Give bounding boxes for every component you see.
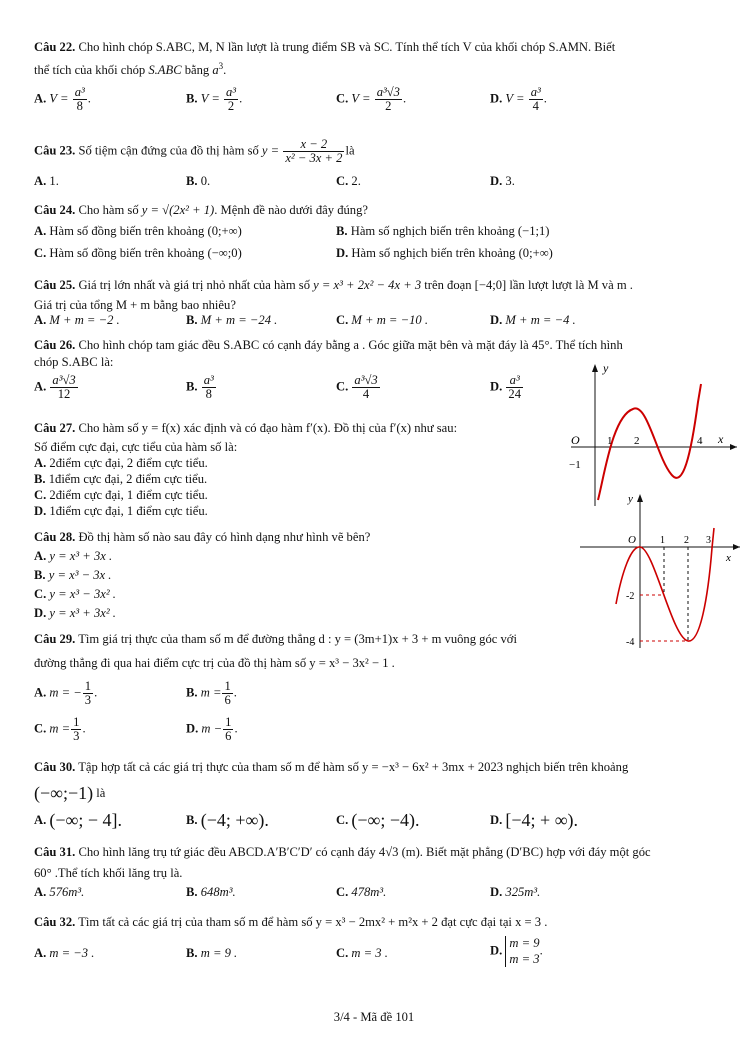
option-text: (−∞; − 4]. [49,810,123,830]
option-label: C. [336,813,349,827]
frac-num: 1 [224,679,231,693]
frac-num: 1 [225,715,232,729]
option-label: A. [34,91,47,106]
option-text: y = x³ − 3x . [48,568,112,582]
option-interval: (−1;1) [517,224,550,238]
option-label: A. [34,224,47,238]
q22-number: Câu 22. [34,40,76,54]
q25-stem [34,278,633,293]
frac-num: a³ [203,373,214,387]
q23-option-b[interactable] [186,174,210,189]
q23-stem [34,138,355,165]
q26-number: Câu 26. [34,338,76,352]
frac-num: 1 [84,679,92,693]
graph2-y-label: y [628,493,633,505]
q22-text2c: bằng [181,63,213,77]
q24-number: Câu 24. [34,203,76,217]
q23-option-d[interactable] [490,174,515,189]
frac-den: 6 [225,729,232,744]
option-lhs: m − [201,721,223,736]
option-text: 648m³. [200,885,236,899]
option-label: D. [490,91,503,106]
option-label: C. [336,91,349,106]
q22-option-d[interactable]: D. V = $\frac{\text{a³}}{4}$ . [490,85,547,114]
option-text: [−4; + ∞). [505,810,579,830]
q24-option-b[interactable] [336,224,550,239]
q32-option-d[interactable] [490,936,543,967]
q28-option-b[interactable] [34,568,111,583]
option-label: B. [336,224,348,238]
graph1-origin: O [571,433,580,447]
option-lhs: V = [505,91,525,106]
q25-text3: lần lượt lượt là M và m . [509,278,633,292]
q25-option-a[interactable] [34,313,120,328]
x-axis-arrow [733,544,740,550]
option-label: A. [34,813,47,827]
q25-option-b[interactable] [186,313,277,328]
q32-option-c[interactable] [336,946,388,961]
q25-line2: Giá trị của tổng M + m bằng bao nhiêu? [34,298,236,312]
graph1-tick-neg1: −1 [569,459,581,471]
q24-option-a[interactable] [34,224,242,239]
graph2-tick-1: 1 [660,535,665,546]
frac-den: 8 [205,387,212,402]
q26-option-a[interactable] [34,374,79,401]
option-label: D. [490,885,503,899]
option-label: A. [34,946,47,960]
q29-text: Tìm giá trị thực của tham số m để đường thẳng d : y = (3m+1)x + 3 + m vuông góc với [78,632,517,646]
option-label: A. [34,885,47,899]
q25-interval: [−4;0] [474,278,507,292]
q22-stem [34,40,615,55]
graph2-tick-3: 3 [706,535,711,546]
cubic-graph [576,488,744,650]
q24-option-c[interactable] [34,246,242,261]
q26-option-c[interactable] [336,374,381,401]
q25-number: Câu 25. [34,278,76,292]
option-text: Hàm số đồng biến trên khoảng [49,246,205,260]
option-text: m = 9 . [200,946,238,960]
option-text: 2điểm cực đại, 1 điểm cực tiểu. [49,488,208,502]
q22-stem-line2: thể tích của khối chóp S.ABC bằng $a^3$. [34,61,227,77]
option-text: M + m = −4 . [505,313,576,327]
q25-option-c[interactable] [336,313,428,328]
q22-text2a: thể tích của khối chóp [34,63,149,77]
option-lhs: m = [49,721,71,736]
q30-option-a[interactable] [34,810,122,831]
y-axis-arrow [592,364,598,372]
option-label: B. [186,685,198,700]
option-label: B. [186,174,198,188]
option-text: m = −3 . [49,946,95,960]
frac-den: 3 [73,729,80,744]
graph1-tick-1: 1 [607,435,613,447]
q29-line2: đường thẳng đi qua hai điểm cực trị của đồ thị hàm số y = x³ − 3x² − 1 . [34,656,395,670]
option-label: B. [186,313,198,327]
q24-text: Cho hàm số [78,203,139,217]
q24-func: y = √(2x² + 1) [141,203,215,217]
option-label: C. [336,379,349,394]
option-label: D. [490,813,503,827]
option-label: C. [336,885,349,899]
frac-den: 4 [532,99,539,114]
option-interval: (−∞;0) [207,246,242,260]
option-label: C. [34,587,47,601]
page-footer: 3/4 - Mã đề 101 [333,1010,415,1024]
option-text: 3. [505,174,515,188]
option-label: C. [336,174,349,188]
q30-line2 [34,783,105,804]
option-interval: (0;+∞) [207,224,242,238]
option-label: C. [34,246,47,260]
q27-option-c[interactable] [34,488,208,503]
q32-text: Tìm tất cả các giá trị của tham số m để hàm số y = x³ − 2mx² + m²x + 2 đạt cực đại tại x = 3 . [78,915,548,929]
frac-num: a³√3 [52,373,76,387]
frac-den: x² − 3x + 2 [285,151,343,166]
frac-num: a³ [74,85,85,99]
q30-option-d[interactable] [490,810,578,831]
q25-text: Giá trị lớn nhất và giá trị nhỏ nhất của hàm số [78,278,310,292]
q32-option-a[interactable] [34,946,94,961]
system-bracket [505,936,539,967]
q30-option-c[interactable] [336,810,420,831]
option-label: A. [34,174,47,188]
q23-option-a[interactable] [34,174,59,189]
q27-text: Cho hàm số y = f(x) xác định và có đạo hàm f′(x). Đồ thị của f′(x) như sau: [78,421,458,435]
option-text: M + m = −10 . [351,313,428,327]
option-label: B. [186,379,198,394]
option-label: A. [34,313,47,327]
option-text: 325m³. [505,885,541,899]
option-text: 2điểm cực đại, 2 điểm cực tiểu. [49,456,208,470]
option-lhs: m = − [49,685,82,700]
q31-text: Cho hình lăng trụ tứ giác đều ABCD.A′B′C′D′ có cạnh đáy 4√3 (m). Biết mặt phẳng (D′BC) hợp với đáy một góc [78,845,651,859]
option-label: D. [336,246,349,260]
frac-den: 12 [57,387,71,402]
q23-option-c[interactable] [336,174,361,189]
option-text: 576m³. [49,885,85,899]
option-lhs: V = [351,91,371,106]
q29-option-b[interactable]: B. m = $\frac{1}{6}$ . [186,679,237,708]
option-label: B. [186,885,198,899]
option-text: Hàm số nghịch biến trên khoảng [350,224,515,238]
option-label: B. [34,568,46,582]
option-label: D. [34,504,47,518]
frac-num: a³ [226,85,237,99]
q27-line2: Số điểm cực đại, cực tiểu của hàm số là: [34,440,238,454]
option-text: 478m³. [351,885,387,899]
option-label: B. [186,91,198,106]
option-label: C. [34,488,47,502]
q25-text2: trên đoạn [424,278,472,292]
q29-option-c[interactable]: C. m = $\frac{1}{3}$ . [34,715,86,744]
q32-number: Câu 32. [34,915,76,929]
option-text: (−4; +∞). [200,810,269,830]
frac-num: 1 [73,715,80,729]
q24-option-d[interactable] [336,246,553,261]
option-label: D. [186,721,199,736]
q29-option-a[interactable]: A. m = − $\frac{1}{3}$ . [34,679,98,708]
q23-number: Câu 23. [34,143,76,158]
option-text: 1. [49,174,59,188]
option-label: D. [490,313,503,327]
graph2-tick-2: 2 [684,535,689,546]
graph1-tick-2: 2 [634,435,640,447]
option-text: Hàm số đồng biến trên khoảng [49,224,205,238]
q27-number: Câu 27. [34,421,76,435]
system-line-2: m = 3 [509,951,540,966]
q30-stem [34,760,628,775]
graph1-y-label: y [603,362,609,375]
option-label: D. [490,174,503,188]
q22-option-a[interactable]: A. V = $\frac{\text{a³}}{8}$ . [34,85,91,114]
x-axis-arrow [730,444,737,450]
q25-option-d[interactable] [490,313,576,328]
frac-den: 24 [508,387,521,402]
q30-option-b[interactable] [186,810,269,831]
q30-interval: (−∞;−1) [34,783,94,803]
q29-number: Câu 29. [34,632,76,646]
option-label: C. [34,721,47,736]
graph1-x-label: x [718,432,724,446]
frac-den: 8 [76,99,83,114]
frac-den: 2 [227,99,235,114]
option-label: D. [490,943,503,958]
frac-num: x − 2 [283,138,344,152]
option-text: y = x³ − 3x² . [49,587,116,601]
option-lhs: m = [200,685,222,700]
q31-number: Câu 31. [34,845,76,859]
q22-text2b: S.ABC [148,63,182,77]
q27-stem [34,421,457,436]
option-label: A. [34,685,47,700]
option-text: M + m = −24 . [200,313,278,327]
option-label: C. [336,946,349,960]
option-text: (−∞; −4). [351,810,420,830]
option-label: C. [336,313,349,327]
q28-number: Câu 28. [34,530,76,544]
q26-line2: chóp S.ABC là: [34,355,114,369]
option-text: 1điểm cực đại, 2 điểm cực tiểu. [48,472,208,486]
frac-num: a³ [530,85,541,99]
q23-tail: là [345,143,355,158]
q28-option-a[interactable] [34,549,112,564]
option-text: 0. [200,174,211,188]
q31-line2: 60° .Thể tích khối lăng trụ là. [34,866,183,880]
option-text: y = x³ + 3x² . [49,606,116,620]
graph2-origin: O [628,534,636,546]
q30-tail: là [96,786,106,800]
q22-text: Cho hình chóp S.ABC, M, N lần lượt là trung điểm SB và SC. Tính thể tích V của khối chóp S.AMN. Biết [78,40,616,54]
option-text: y = x³ + 3x . [49,549,113,563]
option-label: B. [186,813,198,827]
graph1-tick-4: 4 [697,435,703,447]
option-label: B. [34,472,46,486]
option-label: D. [490,379,503,394]
q32-stem [34,915,547,930]
option-text: 1điểm cực đại, 1 điểm cực tiểu. [49,504,208,518]
frac-den: 4 [362,387,370,402]
q23-text: Số tiệm cận đứng của đồ thị hàm số [78,143,259,158]
frac-num: a³ [506,374,523,388]
q26-text: Cho hình chóp tam giác đều S.ABC có cạnh đáy bằng a . Góc giữa mặt bên và mặt đáy là 45°. Thể tích hình [78,338,623,352]
q28-stem [34,530,370,545]
option-label: A. [34,456,47,470]
q31-option-d[interactable] [490,885,540,900]
y-axis-arrow [637,494,643,502]
q22-text2d: a [212,63,219,77]
q32-option-b[interactable] [186,946,237,961]
q23-lhs: y = [261,143,280,158]
option-label: A. [34,549,47,563]
q25-func: y = x³ + 2x² − 4x + 3 [313,278,422,292]
option-text: m = 3 . [351,946,388,960]
graph2-tick-neg4: -4 [626,637,635,648]
option-label: A. [34,379,47,394]
q31-stem [34,845,651,860]
option-text: M + m = −2 . [49,313,120,327]
q28-option-d[interactable] [34,606,116,621]
q31-option-b[interactable] [186,885,236,900]
frac-num: a³√3 [376,85,400,99]
frac-den: 3 [84,693,92,708]
q29-stem [34,632,517,647]
q27-option-a[interactable] [34,456,208,471]
q30-text: Tập hợp tất cả các giá trị thực của tham số m để hàm số y = −x³ − 6x² + 3mx + 2023 nghịch biến trên khoảng [78,760,629,774]
option-label: D. [34,606,47,620]
frac-den: 6 [224,693,231,708]
q26-option-d[interactable] [490,374,524,401]
frac-den: 2 [385,99,392,114]
q31-option-a[interactable] [34,885,84,900]
q27-option-d[interactable] [34,504,208,519]
graph2-tick-neg2: -2 [626,591,635,602]
option-lhs: V = [49,91,69,106]
q26-stem [34,338,623,353]
q22-option-c[interactable]: C. V = $\frac{\text{a³√3}}{2}$ . [336,85,407,114]
q26-option-b[interactable] [186,374,217,401]
q22-option-b[interactable]: B. V = $\frac{\text{a³}}{2}$ . [186,85,243,114]
q30-number: Câu 30. [34,760,76,774]
option-lhs: V = [200,91,220,106]
graph2-x-label: x [726,552,731,564]
frac-num: a³√3 [354,373,378,387]
q24-text2: . Mệnh đề nào dưới đây đúng? [214,203,368,217]
system-tail: . [539,943,543,958]
q28-option-c[interactable] [34,587,116,602]
q31-option-c[interactable] [336,885,386,900]
q27-option-b[interactable] [34,472,207,487]
system-line-1: m = 9 [509,936,540,950]
option-interval: (0;+∞) [518,246,553,260]
option-text: Hàm số nghịch biến trên khoảng [351,246,516,260]
option-text: 2. [351,174,361,188]
option-label: B. [186,946,198,960]
q24-stem [34,203,368,218]
q29-option-d[interactable]: D. m − $\frac{1}{6}$ . [186,715,238,744]
q28-text: Đồ thị hàm số nào sau đây có hình dạng như hình vẽ bên? [78,530,371,544]
derivative-curve [598,384,701,500]
